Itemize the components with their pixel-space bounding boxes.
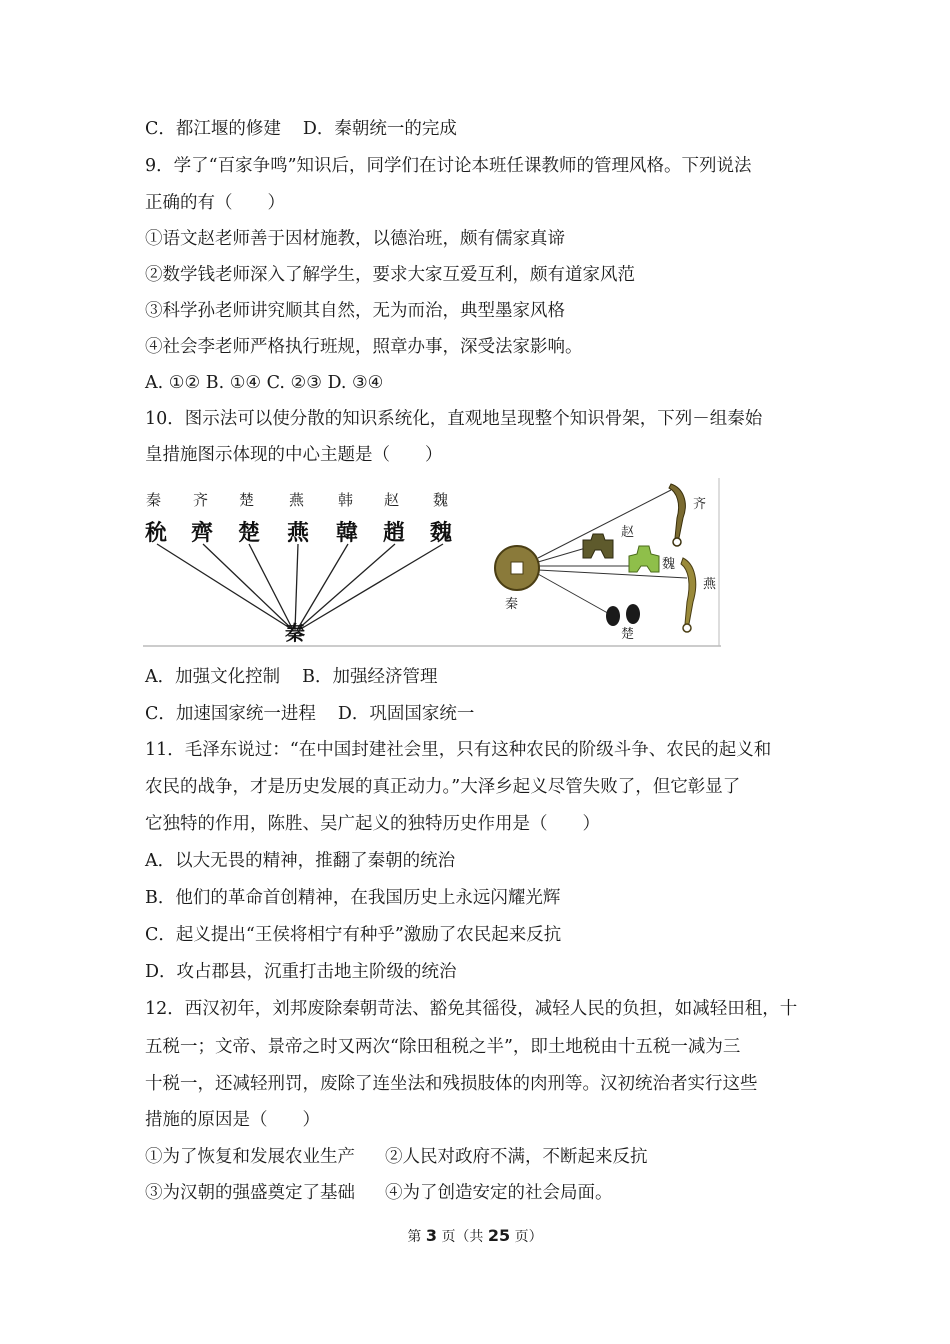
- yan-knife-coin: [681, 558, 696, 624]
- q12-items-row1: [145, 1145, 648, 1169]
- q10-options-row1: [145, 665, 438, 689]
- state-label-qi: 齐: [193, 491, 209, 509]
- q10-figure: [143, 478, 721, 648]
- q11-option-a: A．以大无畏的精神，推翻了秦朝的统治: [145, 851, 456, 871]
- coin-label-yan: 燕: [703, 577, 717, 592]
- coin-label-wei: 魏: [662, 557, 676, 572]
- ancient-glyph-qin: 𥝲: [145, 520, 168, 546]
- q12-stem-line2: 五税一；文帝、景帝之时又两次“除田租税之半”，即土地税由十五税一减为三: [145, 1037, 741, 1057]
- q10-option-d: D．巩固国家统一: [337, 704, 475, 724]
- q9-stem-line1: 9．学了“百家争鸣”知识后，同学们在讨论本班任课教师的管理风格。下列说法: [145, 156, 752, 176]
- coin-diagram: [495, 484, 717, 642]
- q10-figure-svg: [143, 478, 721, 648]
- q12-items-row2: [145, 1181, 613, 1205]
- footer-total-pages: 25: [487, 1226, 511, 1245]
- q11-stem-line2: 农民的战争，才是历史发展的真正动力。”大泽乡起义尽管失败了，但它彰显了: [145, 777, 741, 797]
- state-label-yan: 燕: [289, 491, 305, 509]
- ancient-glyph-chu: 楚: [238, 520, 261, 546]
- q10-option-c: C．加速国家统一进程: [145, 704, 316, 724]
- footer-suffix: 页）: [514, 1229, 543, 1245]
- ancient-glyph-yan: 燕: [287, 520, 310, 546]
- chu-coin-1: [606, 606, 620, 626]
- zhao-spade-coin: [583, 534, 613, 558]
- ancient-glyph-wei: 魏: [430, 520, 453, 546]
- q11-option-b: B．他们的革命首创精神，在我国历史上永远闪耀光辉: [145, 888, 561, 908]
- footer-prefix: 第: [407, 1229, 422, 1245]
- q9-item1: ①语文赵老师善于因材施教，以德治班，颇有儒家真谛: [145, 229, 565, 249]
- wei-spade-coin: [629, 546, 659, 572]
- q12-item1: ①为了恢复和发展农业生产: [145, 1147, 355, 1167]
- q10-options-row2: [145, 702, 474, 726]
- q10-option-a: A．加强文化控制: [145, 667, 281, 687]
- q11-stem-line3: 它独特的作用，陈胜、吴广起义的独特历史作用是（ ）: [145, 814, 600, 834]
- q9-item2: ②数学钱老师深入了解学生，要求大家互爱互利，颇有道家风范: [145, 265, 635, 285]
- state-label-han: 韩: [338, 491, 354, 509]
- ancient-glyph-qi: 齊: [191, 520, 214, 546]
- coin-label-qi: 齐: [693, 497, 707, 512]
- q8-options: [145, 117, 457, 141]
- coin-label-chu: 楚: [621, 627, 635, 642]
- state-label-chu: 楚: [239, 491, 255, 509]
- q12-item3: ③为汉朝的强盛奠定了基础: [145, 1183, 355, 1203]
- qi-knife-coin: [669, 484, 685, 538]
- q11-option-d: D．攻占郡县，沉重打击地主阶级的统治: [145, 962, 457, 982]
- q12-stem-line3: 十税一，还减轻刑罚，废除了连坐法和残损肢体的肉刑等。汉初统治者实行这些: [145, 1074, 758, 1094]
- ancient-glyph-zhao: 趙: [383, 520, 406, 546]
- footer-mid: 页（共: [441, 1229, 484, 1245]
- page-footer: [0, 1226, 950, 1246]
- state-label-wei: 魏: [433, 491, 449, 509]
- q10-stem-line1: 10．图示法可以使分散的知识系统化，直观地呈现整个知识骨架，下列－组秦始: [145, 409, 763, 429]
- q11-stem-line1: 11．毛泽东说过：“在中国封建社会里，只有这种农民的阶级斗争、农民的起义和: [145, 740, 772, 760]
- q9-stem-line2: 正确的有（ ）: [145, 193, 285, 213]
- q11-option-c: C．起义提出“王侯将相宁有种乎”激励了农民起来反抗: [145, 925, 562, 945]
- q8-option-c: C．都江堰的修建: [145, 119, 281, 139]
- q9-item3: ③科学孙老师讲究顺其自然，无为而治，典型墨家风格: [145, 301, 565, 321]
- coin-label-qin: 秦: [505, 597, 519, 612]
- q12-stem-line1: 12．西汉初年，刘邦废除秦朝苛法、豁免其徭役，减轻人民的负担，如减轻田租，十: [145, 999, 798, 1019]
- q8-option-d: D．秦朝统一的完成: [302, 119, 457, 139]
- chu-coin-2: [626, 604, 640, 624]
- footer-page-number: 3: [425, 1226, 437, 1245]
- q12-item2: ②人民对政府不满，不断起来反抗: [385, 1147, 648, 1167]
- ancient-glyph-han: 韓: [336, 520, 359, 546]
- coin-label-zhao: 赵: [621, 525, 635, 540]
- center-glyph-qin: 秦: [285, 621, 305, 645]
- q12-item4: ④为了创造安定的社会局面。: [385, 1183, 613, 1203]
- state-label-zhao: 赵: [384, 491, 400, 509]
- q10-option-b: B．加强经济管理: [302, 667, 438, 687]
- state-label-qin: 秦: [146, 491, 162, 509]
- q9-item4: ④社会李老师严格执行班规，照章办事，深受法家影响。: [145, 337, 583, 357]
- q9-options: A. ①② B. ①④ C. ②③ D. ③④: [145, 373, 384, 393]
- q12-stem-line4: 措施的原因是（ ）: [145, 1110, 320, 1130]
- convergence-lines: [157, 544, 443, 630]
- q10-stem-line2: 皇措施图示体现的中心主题是（ ）: [145, 445, 443, 465]
